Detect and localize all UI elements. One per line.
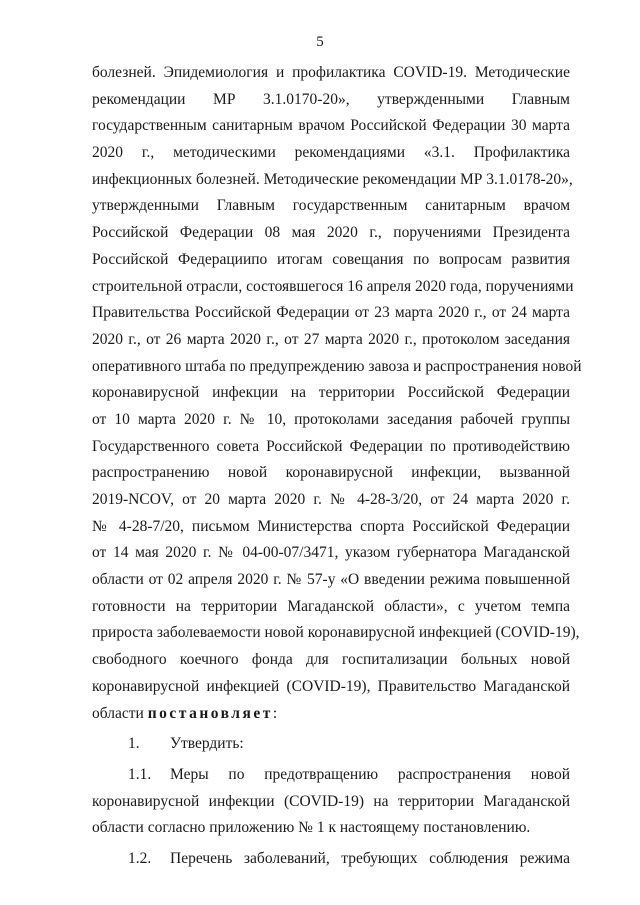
text-line: коронавирусной инфекции на территории Российской Федерации — [92, 384, 570, 402]
item-1-1-first-line — [92, 762, 570, 789]
text-line: 2019-NCOV, от 20 марта 2020 г. № 4-28-3/20, от 24 марта 2020 г. — [92, 491, 570, 508]
resolution-line — [92, 701, 570, 728]
text-line: готовности на территории Магаданской области», с учетом темпа — [92, 597, 570, 615]
text-line: распространению новой коронавирусной инфекции, вызванной — [92, 464, 570, 482]
item-number: 1. — [128, 735, 140, 753]
text-line: 2020 г., методическими рекомендациями «3.1. Профилактика — [92, 144, 570, 162]
text-line: Государственного совета Российской Федерации по противодействию — [92, 437, 570, 455]
resolution-keyword: постановляет — [147, 704, 273, 722]
text-line: коронавирусной инфекцией (COVID-19), Правительство Магаданской — [92, 677, 570, 695]
item-number: 1.1. — [128, 765, 152, 783]
text-line: оперативного штаба по предупреждению завоза и распространения новой — [92, 357, 582, 375]
text-line: болезней. Эпидемиология и профилактика COVID-19. Методические — [92, 64, 570, 81]
page-number: 5 — [316, 34, 324, 50]
text-line: государственным санитарным врачом Российской Федерации 30 марта — [92, 117, 570, 135]
text-line: от 14 мая 2020 г. № 04-00-07/3471, указом губернатора Магаданской — [92, 544, 570, 562]
text-line: свободного коечного фонда для госпитализации больных новой — [92, 651, 570, 669]
resolution-prefix: области — [92, 704, 148, 722]
text-line: Российской Федерациипо итогам совещания по вопросам развития — [92, 250, 570, 268]
document-body — [92, 60, 582, 873]
text-line: от 10 марта 2020 г. № 10, протоколами заседания рабочей группы — [92, 410, 570, 428]
text-line: области согласно приложению № 1 к настоящему постановлению. — [92, 819, 531, 837]
text-line: утвержденными Главным государственным санитарным врачом — [92, 197, 570, 215]
text-line: 2020 г., от 26 марта 2020 г., от 27 марта 2020 г., протоколом заседания — [92, 330, 570, 348]
text-line: прироста заболеваемости новой коронавирусной инфекцией (COVID-19), — [92, 624, 580, 642]
item-text: Меры по предотвращению распространения новой — [170, 765, 570, 783]
text-line: Российской Федерации 08 мая 2020 г., поручениями Президента — [92, 224, 570, 242]
text-line: области от 02 апреля 2020 г. № 57-у «О введении режима повышенной — [92, 571, 570, 589]
text-line: строительной отрасли, состоявшегося 16 апреля 2020 года, поручениями — [92, 277, 574, 295]
text-line: рекомендации МР 3.1.0170-20», утвержденными Главным — [92, 90, 570, 108]
item-1-2-first-line — [92, 846, 570, 873]
item-1 — [92, 731, 570, 758]
item-text: Перечень заболеваний, требующих соблюдения режима — [170, 849, 570, 867]
text-line: коронавирусной инфекции (COVID-19) на территории Магаданской — [92, 792, 570, 810]
item-number: 1.2. — [128, 849, 152, 867]
item-text: Утвердить: — [170, 735, 244, 753]
text-line: Правительства Российской Федерации от 23 марта 2020 г., от 24 марта — [92, 304, 570, 322]
resolution-suffix: : — [272, 704, 278, 722]
text-line: инфекционных болезней. Методические рекомендации МР 3.1.0178-20», — [92, 170, 573, 188]
text-line: № 4-28-7/20, письмом Министерства спорта Российской Федерации — [92, 517, 570, 535]
